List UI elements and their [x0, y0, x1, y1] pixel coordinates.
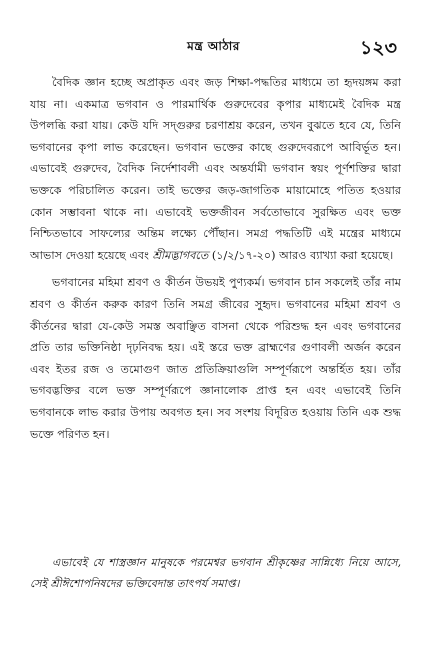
- paragraph-2: ভগবানের মহিমা শ্রবণ ও কীর্তন উভয়ই পুণ্যকর্ম। ভগবান চান সকলেই তাঁর নাম শ্রবণ ও কীর্তন করুক কারণ তিনি সমগ্র জীবের সুহৃদ। ভগবানের মহিমা শ্রবণ ও কীর্তনের দ্বারা যে-কেউ সমস্ত অবাঞ্ছিত বাসনা থেকে পরিশুদ্ধ হন এবং ভগবানের প্রতি তার ভক্তিনিষ্ঠা দৃঢ়নিবদ্ধ হয়। এই স্তরে ভক্ত ব্রাহ্মণের গুণাবলী অর্জন করেন এবং ইতর রজ ও তমোগুণ জাত প্রতিক্রিয়াগুলি সম্পূর্ণরূপে অন্তর্হিত হয়। তাঁর ভগবদ্ভক্তির বলে ভক্ত সম্পূর্ণরূপে জ্ঞানালোক প্রাপ্ত হন এবং এভাবেই তিনি ভগবানকে লাভ করার উপায় অবগত হন। সব সংশয় বিদূরিত হওয়ায় তিনি এক শুদ্ধ ভক্তে পরিণত হন।: [30, 276, 401, 441]
- paragraph-1-text: বৈদিক জ্ঞান হচ্ছে অপ্রাকৃত এবং জড় শিক্ষা-পদ্ধতির মাধ্যমে তা হৃদয়ঙ্গম করা যায় না। একমাত্র ভগবান ও পারমার্থিক গুরুদেবের কৃপার মাধ্যমেই বৈদিক মন্ত্র উপলব্ধি করা যায়। কেউ যদি সদ্গুরুর চরণাশ্রয় করেন, তখন বুঝতে হবে যে, তিনি ভগবানের কৃপা লাভ করেছেন। ভগবান ভক্তের কাছে গুরুদেবরূপে আবির্ভূত হন। এভাবেই গুরুদেব, বৈদিক নির্দেশাবলী এবং অন্তর্যামী ভগবান স্বয়ং পূর্ণশক্তির দ্বারা ভক্তকে পরিচালিত করেন। তাই ভক্তের জড়-জাগতিক মায়ামোহে পতিত হওয়ার কোন সম্ভাবনা থাকে না। এভাবেই ভক্তজীবন সর্বতোভাবে সুরক্ষিত এবং ভক্ত নিশ্চিতভাবে সাফল্যের অন্তিম লক্ষ্যে পৌঁছান। সমগ্র পদ্ধতিটি এই মন্ত্রের মাধ্যমে আভাস দেওয়া হয়েছে এবং: [30, 76, 401, 262]
- scripture-title: শ্রীমদ্ভাগবতে: [152, 248, 209, 262]
- paragraph-1: [30, 72, 401, 266]
- commentary-body: [30, 72, 401, 445]
- page-header: [30, 38, 397, 62]
- running-head: মন্ত্র আঠার: [187, 39, 240, 53]
- paragraph-1-reference: (১/২/১৭-২০) আরও ব্যাখ্যা করা হয়েছে।: [208, 248, 394, 262]
- page-number: ১২৩: [359, 37, 397, 59]
- closing-statement: [30, 552, 401, 594]
- closing-text: এভাবেই যে শাস্ত্রজ্ঞান মানুষকে পরমেশ্বর ভগবান শ্রীকৃষ্ণের সান্নিধ্যে নিয়ে আসে, সেই শ্রীঈশোপনিষদের ভক্তিবেদান্ত তাৎপর্য সমাপ্ত।: [30, 556, 401, 590]
